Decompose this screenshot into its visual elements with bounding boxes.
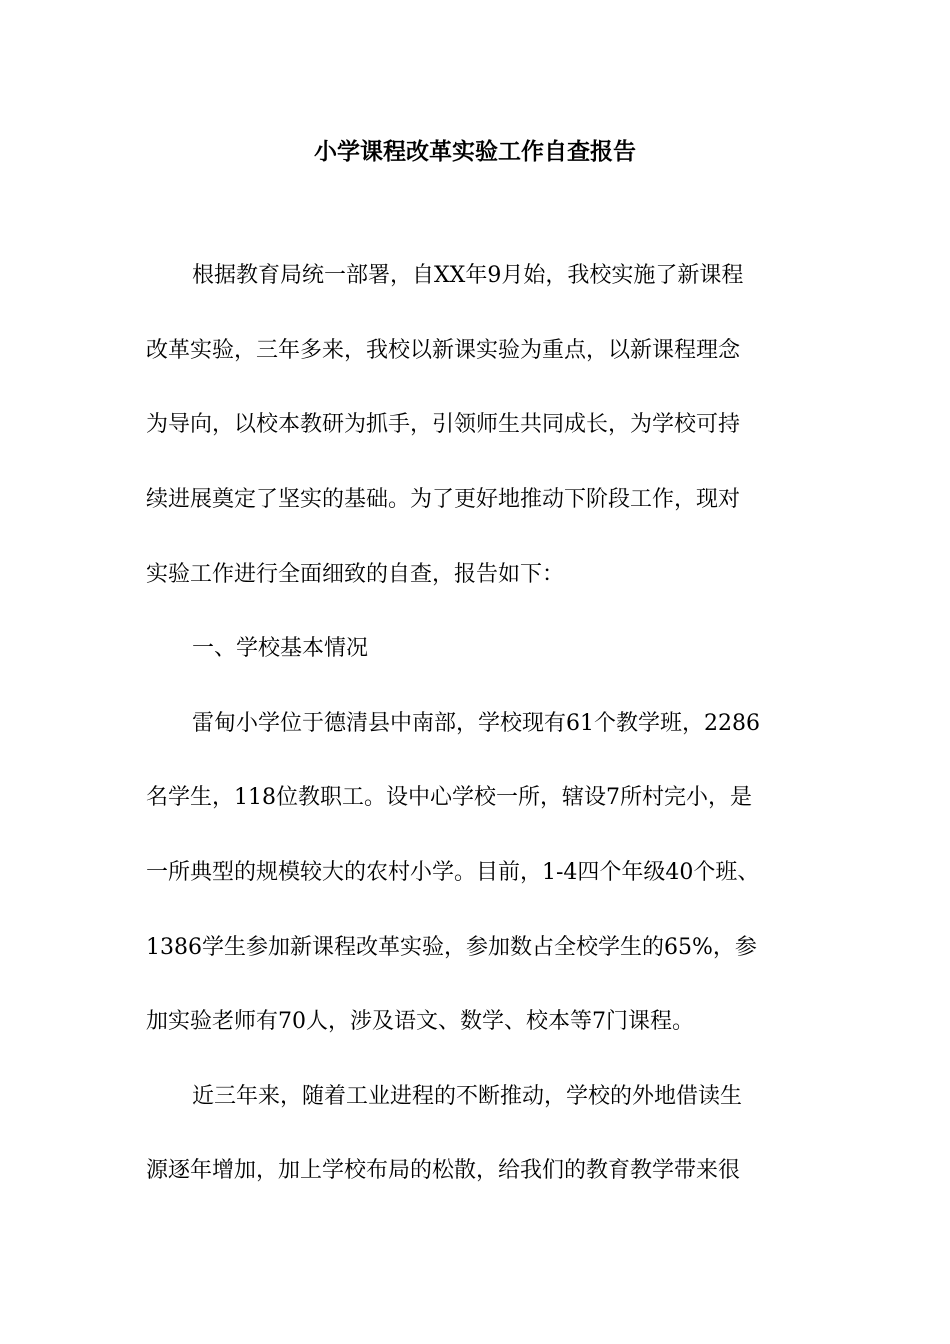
paragraph-line: 根据教育局统一部署，自XX年9月始，我校实施了新课程 bbox=[192, 263, 744, 288]
paragraph-line: 源逐年增加，加上学校布局的松散，给我们的教育教学带来很 bbox=[146, 1158, 741, 1183]
paragraph-line: 名学生，118位教职工。设中心学校一所，辖设7所村完小，是 bbox=[146, 785, 752, 810]
paragraph-line: 改革实验，三年多来，我校以新课实验为重点，以新课程理念 bbox=[146, 338, 741, 363]
document-title: 小学课程改革实验工作自查报告 bbox=[314, 138, 636, 165]
paragraph-line: 实验工作进行全面细致的自查，报告如下： bbox=[146, 562, 565, 587]
paragraph-line: 雷甸小学位于德清县中南部，学校现有61个教学班，2286 bbox=[192, 711, 760, 736]
paragraph-line: 为导向，以校本教研为抓手，引领师生共同成长，为学校可持 bbox=[146, 412, 741, 437]
paragraph-line: 1386学生参加新课程改革实验，参加数占全校学生的65%，参 bbox=[146, 935, 757, 960]
paragraph-line: 一所典型的规模较大的农村小学。目前，1-4四个年级40个班、 bbox=[146, 860, 760, 885]
paragraph-line: 近三年来，随着工业进程的不断推动，学校的外地借读生 bbox=[192, 1084, 743, 1109]
paragraph-line: 续进展奠定了坚实的基础。为了更好地推动下阶段工作，现对 bbox=[146, 487, 741, 512]
section-heading: 一、学校基本情况 bbox=[192, 636, 369, 661]
paragraph-line: 加实验老师有70人，涉及语文、数学、校本等7门课程。 bbox=[146, 1009, 694, 1034]
